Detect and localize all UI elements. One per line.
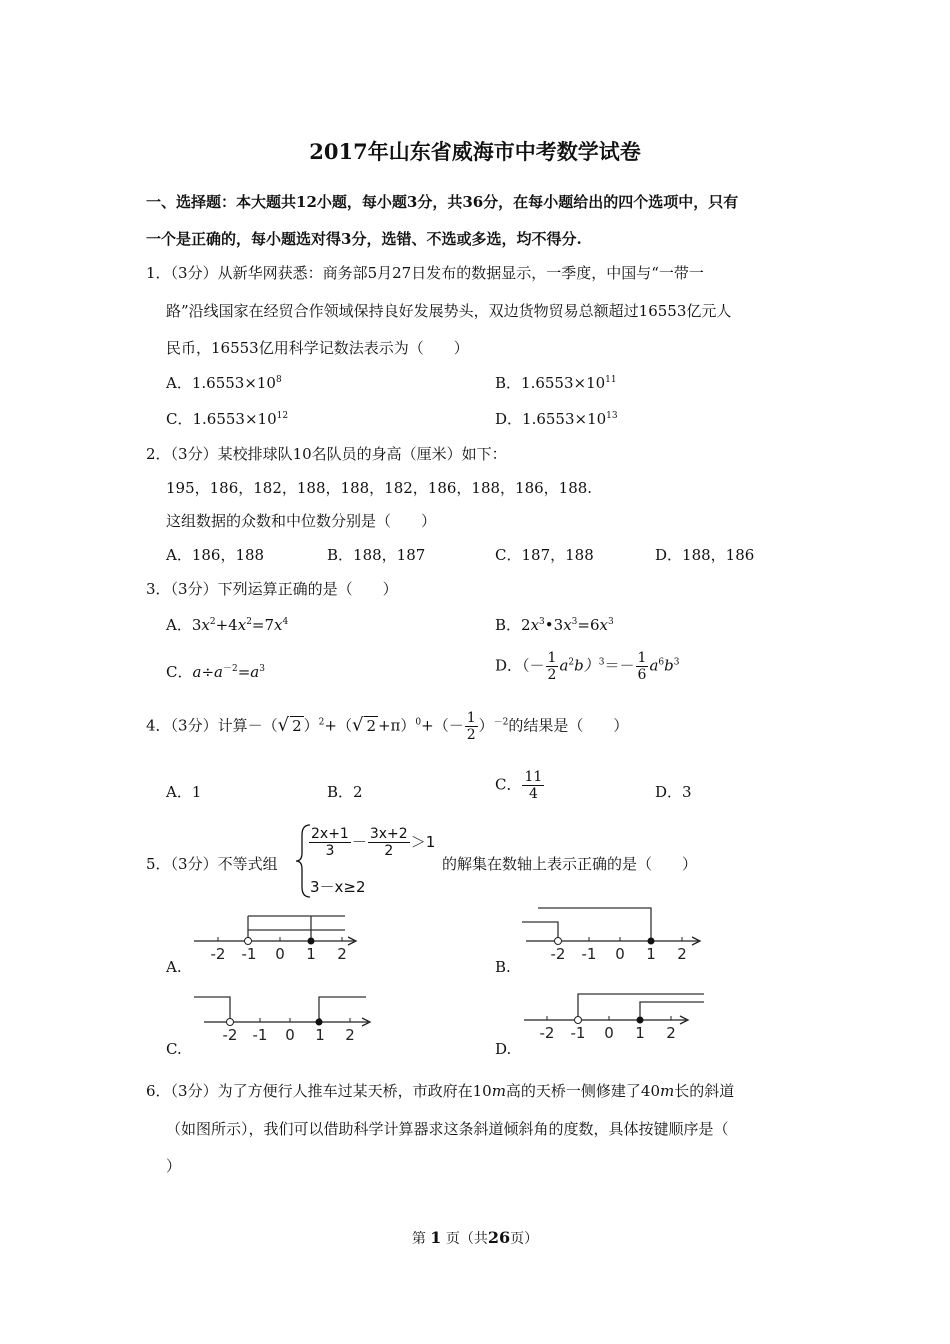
tick-label: 0 xyxy=(285,1026,295,1044)
page-total: 26 xyxy=(487,1228,511,1247)
tick-label: 2 xyxy=(337,945,347,963)
open-point xyxy=(227,1019,234,1026)
tick-label: -2 xyxy=(222,1026,238,1044)
solution-ray-1 xyxy=(522,922,558,941)
tick-label: -2 xyxy=(550,945,566,963)
page-number: 1 xyxy=(430,1228,442,1247)
q4-option-d[interactable]: D．3 xyxy=(655,783,692,801)
q4-question: 4．（3分）计算－（√ 2 ）$^2$+（√ 2 +π）$^0$+（－ $\frac{1}{2}$ ）$^{-2}$的结果是（ ） xyxy=(146,710,629,743)
fraction: $\frac{3x+2}{2}$ xyxy=(369,826,408,859)
tick-label: 0 xyxy=(604,1024,614,1042)
closed-point xyxy=(316,1019,323,1026)
solution-ray-2 xyxy=(640,1002,704,1020)
open-point xyxy=(575,1017,582,1024)
q1-option-b[interactable]: B．$1.6553\times 10^{11}$ xyxy=(495,374,617,392)
closed-point xyxy=(637,1017,644,1024)
tick-label: 1 xyxy=(306,945,316,963)
fraction: $\frac{1}{6}$ xyxy=(637,650,647,683)
open-point xyxy=(555,938,562,945)
q6-line3: ） xyxy=(166,1157,182,1175)
tick-label: 2 xyxy=(677,945,687,963)
tick-label: 0 xyxy=(615,945,625,963)
tick-label: 1 xyxy=(635,1024,645,1042)
q3-option-b[interactable]: B．$2x^3•3x^3=6x^3$ xyxy=(495,616,614,634)
tick-label: -1 xyxy=(241,945,257,963)
q5-option-c[interactable]: C. xyxy=(166,1040,182,1058)
q2-line2: 195，186，182，188，188，182，186，188，186，188. xyxy=(166,479,593,497)
solution-ray-2 xyxy=(319,997,366,1022)
fraction: $\frac{1}{2}$ xyxy=(466,710,476,743)
q5-prefix: 5．（3分）不等式组 xyxy=(146,855,278,873)
tick-label: 2 xyxy=(666,1024,676,1042)
closed-point xyxy=(648,938,655,945)
q2-line3: 这组数据的众数和中位数分别是（ ） xyxy=(166,512,437,530)
q6-line1: 6．（3分）为了方便行人推车过某天桥，市政府在10m高的天桥一侧修建了40m长的斜道 xyxy=(146,1082,735,1100)
q1-line3: 民币，16553亿用科学记数法表示为（ ） xyxy=(166,339,469,357)
q5-option-a[interactable]: A. xyxy=(166,958,182,976)
tick-label: -1 xyxy=(581,945,597,963)
q2-option-d[interactable]: D．188，186 xyxy=(655,546,755,564)
solution-ray-1 xyxy=(578,994,704,1020)
fraction: $\frac{11}{4}$ xyxy=(524,769,543,802)
q3-option-d[interactable]: D．（－ $\frac{1}{2}$ $a^2b)^3=-$ $\frac{1}{6}$ $a^6b^3$ xyxy=(495,650,680,683)
solution-ray-1 xyxy=(248,930,345,941)
q2-option-b[interactable]: B．188，187 xyxy=(327,546,426,564)
q5-inequality-2: 3－x≥2 xyxy=(310,878,366,896)
open-point xyxy=(245,938,252,945)
tick-label: 0 xyxy=(275,945,285,963)
page-footer: 第 1 页（共26页） xyxy=(411,1228,539,1247)
tick-label: 1 xyxy=(646,945,656,963)
number-line-d[interactable] xyxy=(520,990,710,1050)
number-line-b[interactable] xyxy=(520,904,710,968)
q2-option-c[interactable]: C．187，188 xyxy=(495,546,594,564)
q4-option-c[interactable]: C． $\frac{11}{4}$ xyxy=(495,769,543,802)
q1-option-d[interactable]: D．$1.6553\times 10^{13}$ xyxy=(495,410,618,428)
q1-option-a[interactable]: A．$1.6553\times 10^8$ xyxy=(166,374,282,392)
tick-label: -2 xyxy=(539,1024,555,1042)
q5-option-d[interactable]: D. xyxy=(495,1040,512,1058)
q5-suffix: 的解集在数轴上表示正确的是（ ） xyxy=(442,855,698,873)
solution-ray-2 xyxy=(538,908,651,941)
q4-option-b[interactable]: B．2 xyxy=(327,783,363,801)
section-heading-line2: 一个是正确的，每小题选对得3分，选错、不选或多选，均不得分. xyxy=(146,230,582,248)
closed-point xyxy=(308,938,315,945)
tick-label: -2 xyxy=(210,945,226,963)
page-title: 2017年山东省威海市中考数学试卷 xyxy=(309,139,641,164)
q5-inequality-1: $\frac{2x+1}{3}$ － $\frac{3x+2}{2}$ ＞1 xyxy=(311,826,436,859)
solution-ray-1 xyxy=(194,997,230,1022)
q3-option-a[interactable]: A．$3x^2+4x^2=7x^4$ xyxy=(166,616,289,634)
tick-label: 1 xyxy=(315,1026,325,1044)
q6-line2: （如图所示），我们可以借助科学计算器求这条斜道倾斜角的度数，具体按键顺序是（ xyxy=(166,1120,729,1138)
number-line-c[interactable] xyxy=(190,990,380,1050)
q5-option-b[interactable]: B. xyxy=(495,958,511,976)
fraction: $\frac{2x+1}{3}$ xyxy=(311,826,349,859)
q1-line2: 路”沿线国家在经贸合作领域保持良好发展势头，双边货物贸易总额超过16553亿元人 xyxy=(166,302,732,320)
fraction: $\frac{1}{2}$ xyxy=(547,650,557,683)
section-heading-line1: 一、选择题：本大题共12小题，每小题3分，共36分，在每小题给出的四个选项中，只有 xyxy=(146,193,739,211)
q1-line1: 1．（3分）从新华网获悉：商务部5月27日发布的数据显示，一季度，中国与“一带一 xyxy=(146,264,704,282)
q2-line1: 2．（3分）某校排球队10名队员的身高（厘米）如下： xyxy=(146,445,507,463)
q2-option-a[interactable]: A．186，188 xyxy=(166,546,265,564)
q4-option-a[interactable]: A．1 xyxy=(166,783,202,801)
q3-option-c[interactable]: C．$a\div a^{-2}=a^3$ xyxy=(166,663,265,681)
tick-label: -1 xyxy=(252,1026,268,1044)
q1-option-c[interactable]: C．$1.6553\times 10^{12}$ xyxy=(166,410,289,428)
number-line-a[interactable] xyxy=(190,908,370,968)
tick-label: 2 xyxy=(345,1026,355,1044)
q3-line1: 3．（3分）下列运算正确的是（ ） xyxy=(146,580,398,598)
tick-label: -1 xyxy=(570,1024,586,1042)
